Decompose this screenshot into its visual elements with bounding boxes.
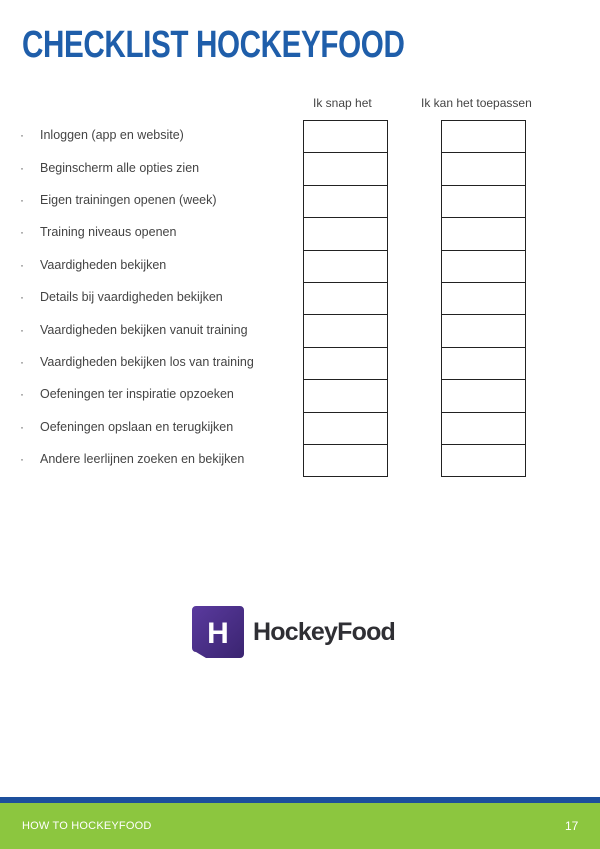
column-header-apply: Ik kan het toepassen: [421, 96, 532, 110]
list-item: [20, 119, 254, 151]
bullet-icon: ·: [20, 387, 24, 402]
item-label: Training niveaus openen: [40, 225, 177, 240]
bullet-icon: ·: [20, 290, 24, 305]
item-label: Eigen trainingen openen (week): [40, 192, 217, 207]
bullet-icon: ·: [20, 160, 24, 175]
hockeyfood-logo: [192, 606, 395, 658]
list-item: [20, 151, 254, 183]
item-label: Oefeningen ter inspiratie opzoeken: [40, 387, 234, 402]
checkbox-understand[interactable]: [303, 152, 388, 184]
bullet-icon: ·: [20, 257, 24, 272]
bullet-icon: ·: [20, 354, 24, 369]
logo-wordmark: HockeyFood: [253, 617, 396, 646]
checkbox-understand[interactable]: [303, 250, 388, 282]
checkbox-apply[interactable]: [441, 250, 526, 282]
list-item: [20, 378, 254, 410]
footer-title: HOW TO HOCKEYFOOD: [22, 820, 152, 832]
bullet-icon: ·: [20, 225, 24, 240]
bullet-icon: ·: [20, 322, 24, 337]
checkbox-apply[interactable]: [441, 185, 526, 217]
list-item: [20, 249, 254, 281]
checkbox-column-understand: [303, 120, 388, 477]
checkbox-apply[interactable]: [441, 217, 526, 249]
checkbox-apply[interactable]: [441, 282, 526, 314]
checkbox-apply[interactable]: [441, 379, 526, 411]
bullet-icon: ·: [20, 128, 24, 143]
item-label: Vaardigheden bekijken vanuit training: [40, 322, 248, 337]
checkbox-apply[interactable]: [441, 412, 526, 444]
checkbox-understand[interactable]: [303, 347, 388, 379]
list-item: [20, 346, 254, 378]
checkbox-apply[interactable]: [441, 347, 526, 379]
list-item: [20, 216, 254, 248]
item-label: Oefeningen opslaan en terugkijken: [40, 419, 234, 434]
list-item: [20, 313, 254, 345]
checkbox-apply[interactable]: [441, 314, 526, 346]
checkbox-understand[interactable]: [303, 217, 388, 249]
item-label: Inloggen (app en website): [40, 128, 184, 143]
bullet-icon: ·: [20, 452, 24, 467]
hockeyfood-logo-icon: [192, 606, 244, 658]
column-header-understand: Ik snap het: [313, 96, 372, 110]
list-item: [20, 443, 254, 475]
item-label: Details bij vaardigheden bekijken: [40, 290, 223, 305]
item-label: Andere leerlijnen zoeken en bekijken: [40, 452, 245, 467]
item-label: Beginscherm alle opties zien: [40, 160, 200, 175]
list-item: [20, 281, 254, 313]
checkbox-understand[interactable]: [303, 444, 388, 477]
bullet-icon: ·: [20, 419, 24, 434]
logo-mark-letter: H: [207, 617, 229, 650]
checkbox-understand[interactable]: [303, 379, 388, 411]
checkbox-apply[interactable]: [441, 120, 526, 152]
page-title: CHECKLIST HOCKEYFOOD: [22, 24, 405, 66]
item-label: Vaardigheden bekijken: [40, 257, 167, 272]
checkbox-understand[interactable]: [303, 412, 388, 444]
list-item: [20, 184, 254, 216]
checkbox-understand[interactable]: [303, 282, 388, 314]
list-item: [20, 411, 254, 443]
checkbox-column-apply: [441, 120, 526, 477]
bullet-icon: ·: [20, 192, 24, 207]
checkbox-understand[interactable]: [303, 120, 388, 152]
checkbox-understand[interactable]: [303, 314, 388, 346]
item-label: Vaardigheden bekijken los van training: [40, 354, 254, 369]
checkbox-understand[interactable]: [303, 185, 388, 217]
page-number: 17: [565, 819, 579, 833]
checkbox-apply[interactable]: [441, 444, 526, 477]
checklist-items: [20, 119, 254, 475]
checkbox-apply[interactable]: [441, 152, 526, 184]
